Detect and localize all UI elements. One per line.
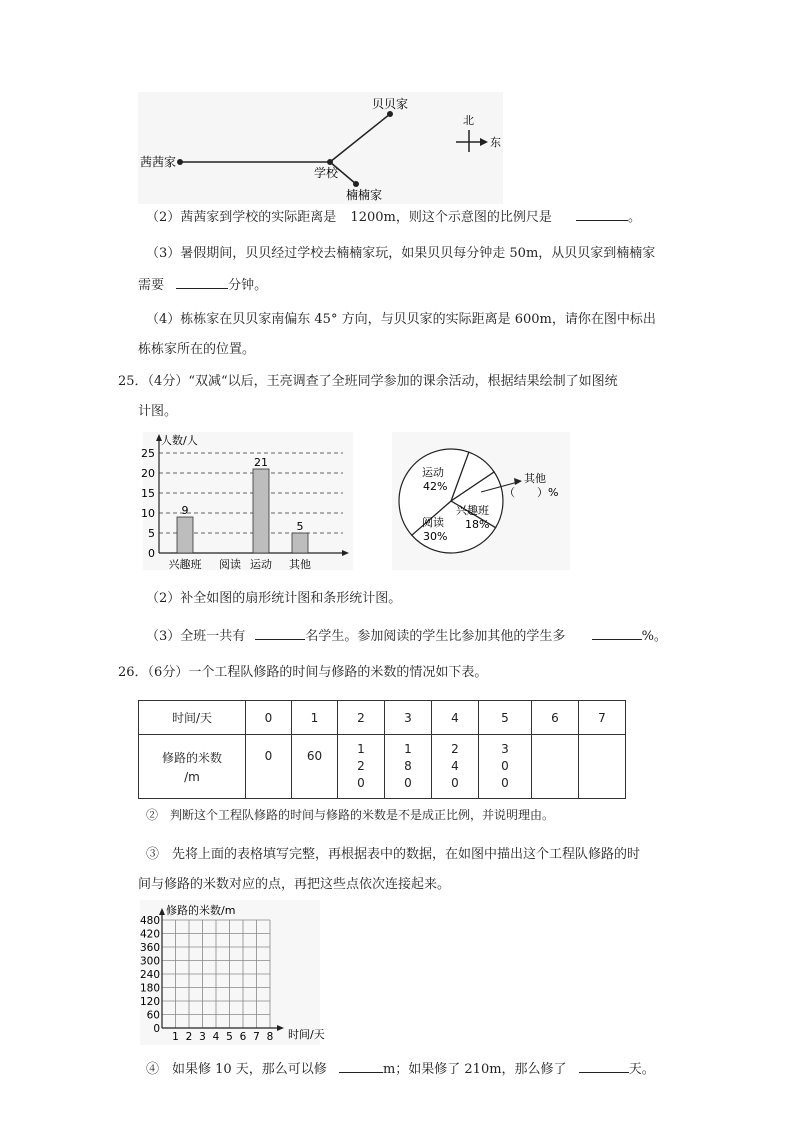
q25-part3-a: （3）全班一共有 bbox=[146, 629, 246, 644]
pie-pct-interest: 18% bbox=[465, 518, 490, 531]
table-meter-cell bbox=[338, 735, 385, 799]
grid-ylabel: 修路的米数/m bbox=[166, 904, 236, 917]
bar-ytick-label: 0 bbox=[148, 547, 155, 560]
grid-xtick-label: 1 bbox=[172, 1031, 179, 1043]
grid-ytick-label: 0 bbox=[153, 1023, 160, 1035]
grid-xlabel: 时间/天 bbox=[288, 1028, 325, 1041]
q24-part2-end: 。 bbox=[627, 210, 641, 225]
q24-part3-minutes: 分钟。 bbox=[228, 278, 268, 293]
q26-meters-blank[interactable] bbox=[339, 1060, 383, 1073]
bar bbox=[177, 517, 193, 553]
table-meter-cell: 60 bbox=[292, 735, 338, 799]
q26-title: 26．（6分）一个工程队修路的时间与修路的米数的情况如下表。 bbox=[118, 665, 488, 680]
q25-part2: （2）补全如图的扇形统计图和条形统计图。 bbox=[146, 591, 402, 606]
q26-part3-a: ④ 如果修 10 天，那么可以修 bbox=[146, 1062, 327, 1077]
q24-part2-text-b: 1200m，则这个示意图的比例尺是 bbox=[350, 210, 552, 225]
meter-digit: 0 bbox=[404, 776, 412, 790]
pie-pct-sport: 42% bbox=[423, 480, 448, 493]
bar bbox=[253, 469, 269, 553]
q25-title-line2: 计图。 bbox=[138, 404, 178, 419]
pie-label-sport: 运动 bbox=[422, 466, 444, 479]
pie-pct-reading: 30% bbox=[423, 530, 448, 543]
grid-ytick-label: 60 bbox=[146, 1009, 160, 1022]
q24-part4-line2: 栋栋家所在的位置。 bbox=[138, 342, 256, 357]
pie-pct-other[interactable]: （ ）% bbox=[504, 486, 559, 499]
q24-part3-need: 需要 bbox=[138, 278, 165, 293]
q26-part3 bbox=[146, 1060, 655, 1079]
table-day-cell: 1 bbox=[292, 701, 338, 735]
meter-digit: 0 bbox=[357, 776, 365, 790]
table-day-cell: 5 bbox=[479, 701, 532, 735]
table-header-meters-b: /m bbox=[184, 770, 200, 784]
grid-ytick-label: 120 bbox=[139, 996, 160, 1008]
table-header-time: 时间/天 bbox=[139, 701, 246, 735]
bar-ylabel: 人数/人 bbox=[161, 434, 198, 447]
q25-part3 bbox=[146, 627, 667, 646]
table-meter-cell-empty[interactable] bbox=[579, 735, 626, 799]
bar-category-label: 阅读 bbox=[219, 558, 241, 571]
q24-part2-text-a: （2）茜茜家到学校的实际距离是 bbox=[146, 210, 337, 225]
grid-ytick-label: 300 bbox=[139, 955, 160, 968]
table-meter-cell: 0 bbox=[246, 735, 292, 799]
pie-label-interest: 兴趣班 bbox=[456, 504, 489, 517]
grid-ytick-label: 240 bbox=[139, 969, 160, 981]
meter-digit: 1 bbox=[357, 742, 365, 756]
table-day-cell: 2 bbox=[338, 701, 385, 735]
table-header-meters bbox=[139, 735, 246, 799]
bar-category-label: 兴趣班 bbox=[168, 558, 202, 571]
table-day-cell: 6 bbox=[532, 701, 579, 735]
bar-ytick-label: 5 bbox=[148, 527, 155, 540]
grid-xtick-label: 4 bbox=[212, 1031, 220, 1043]
bar-value-label: 21 bbox=[254, 456, 268, 469]
q26-days-blank[interactable] bbox=[579, 1060, 629, 1073]
grid-xtick-label: 2 bbox=[185, 1031, 193, 1043]
meter-digit: 3 bbox=[501, 742, 509, 756]
q25-title-line1: 25．（4分）“双减“以后，王亮调查了全班同学参加的课余活动，根据结果绘制了如图统 bbox=[118, 374, 618, 389]
table-day-cell: 7 bbox=[579, 701, 626, 735]
meter-digit: 2 bbox=[357, 759, 365, 773]
table-meter-cell-empty[interactable] bbox=[532, 735, 579, 799]
q25-part3-c: %。 bbox=[641, 629, 667, 644]
school-point bbox=[327, 159, 333, 165]
bar-ytick-label: 15 bbox=[141, 487, 155, 500]
table-day-cell: 3 bbox=[385, 701, 432, 735]
grid-xtick-label: 8 bbox=[266, 1031, 274, 1043]
q24-part4-line1: （4）栋栋家在贝贝家南偏东 45° 方向，与贝贝家的实际距离是 600m，请你在图中标出 bbox=[146, 312, 656, 327]
bar-ytick-label: 20 bbox=[141, 467, 155, 480]
map-figure bbox=[138, 92, 503, 204]
q24-part2 bbox=[146, 208, 641, 227]
map-label-school: 学校 bbox=[314, 166, 339, 180]
pie-label-other: 其他 bbox=[524, 472, 546, 485]
table-meter-cell bbox=[432, 735, 479, 799]
q25-part3-b: 名学生。参加阅读的学生比参加其他的学生多 bbox=[305, 629, 566, 644]
grid-ytick-label: 360 bbox=[139, 942, 160, 954]
pie-chart bbox=[392, 432, 570, 570]
compass-east: 东 bbox=[490, 136, 501, 149]
q26-part2-line1: ③ 先将上面的表格填写完整，再根据表中的数据，在如图中描出这个工程队修路的时 bbox=[146, 847, 641, 862]
beibei-home-point bbox=[387, 111, 393, 117]
map-label-xixi: 茜茜家 bbox=[140, 155, 177, 169]
grid-ytick-label: 180 bbox=[139, 982, 160, 995]
q26-part3-b: m；如果修了 210m，那么修了 bbox=[382, 1062, 567, 1077]
grid-xtick-label: 3 bbox=[199, 1031, 206, 1043]
compass-north: 北 bbox=[463, 114, 474, 127]
q25-percent-blank[interactable] bbox=[592, 627, 642, 640]
meter-digit: 8 bbox=[404, 759, 412, 773]
table-day-cell: 0 bbox=[246, 701, 292, 735]
bar-value-label: 5 bbox=[296, 520, 304, 533]
q25-total-blank[interactable] bbox=[255, 627, 305, 640]
table-row-days bbox=[139, 701, 626, 735]
table-header-meters-a: 修路的米数 bbox=[161, 751, 222, 765]
bar bbox=[292, 533, 308, 553]
q24-part3-line2 bbox=[138, 276, 267, 295]
meter-digit: 0 bbox=[501, 759, 509, 773]
bar-chart bbox=[143, 432, 353, 570]
xixi-home-point bbox=[177, 159, 183, 165]
table-row-meters bbox=[139, 735, 626, 799]
grid-xtick-label: 6 bbox=[239, 1031, 247, 1043]
q26-part1: ② 判断这个工程队修路的时间与修路的米数是不是成正比例，并说明理由。 bbox=[146, 808, 555, 822]
table-meter-cell bbox=[479, 735, 532, 799]
meter-digit: 2 bbox=[451, 742, 459, 756]
grid-chart bbox=[140, 900, 340, 1045]
road-table bbox=[138, 700, 626, 799]
meter-digit: 0 bbox=[451, 776, 459, 790]
q24-minutes-blank[interactable] bbox=[176, 276, 228, 289]
map-label-beibei: 贝贝家 bbox=[372, 97, 409, 111]
q26-part3-c: 天。 bbox=[628, 1062, 655, 1077]
meter-digit: 1 bbox=[404, 742, 412, 756]
q24-part3-line1: （3）暑假期间，贝贝经过学校去楠楠家玩，如果贝贝每分钟走 50m，从贝贝家到楠楠家 bbox=[146, 246, 656, 261]
bar-category-label: 运动 bbox=[250, 558, 272, 571]
nannan-home-point bbox=[353, 181, 359, 187]
map-label-nannan: 楠楠家 bbox=[346, 188, 383, 202]
grid-xtick-label: 7 bbox=[253, 1031, 260, 1043]
grid-xtick-label: 5 bbox=[226, 1031, 233, 1043]
meter-digit: 4 bbox=[451, 759, 459, 773]
meter-digit: 0 bbox=[501, 776, 509, 790]
bar-value-label: 9 bbox=[181, 504, 189, 517]
table-day-cell: 4 bbox=[432, 701, 479, 735]
table-meter-cell bbox=[385, 735, 432, 799]
pie-label-reading: 阅读 bbox=[422, 516, 444, 529]
bar-ytick-label: 10 bbox=[141, 507, 155, 520]
bar-category-label: 其他 bbox=[289, 558, 311, 571]
q26-part2-line2: 间与修路的米数对应的点，再把这些点依次连接起来。 bbox=[138, 877, 451, 892]
q24-scale-blank[interactable] bbox=[576, 208, 628, 221]
bar-ytick-label: 25 bbox=[141, 447, 155, 460]
grid-ytick-label: 480 bbox=[139, 915, 160, 927]
grid-ytick-label: 420 bbox=[139, 928, 160, 941]
